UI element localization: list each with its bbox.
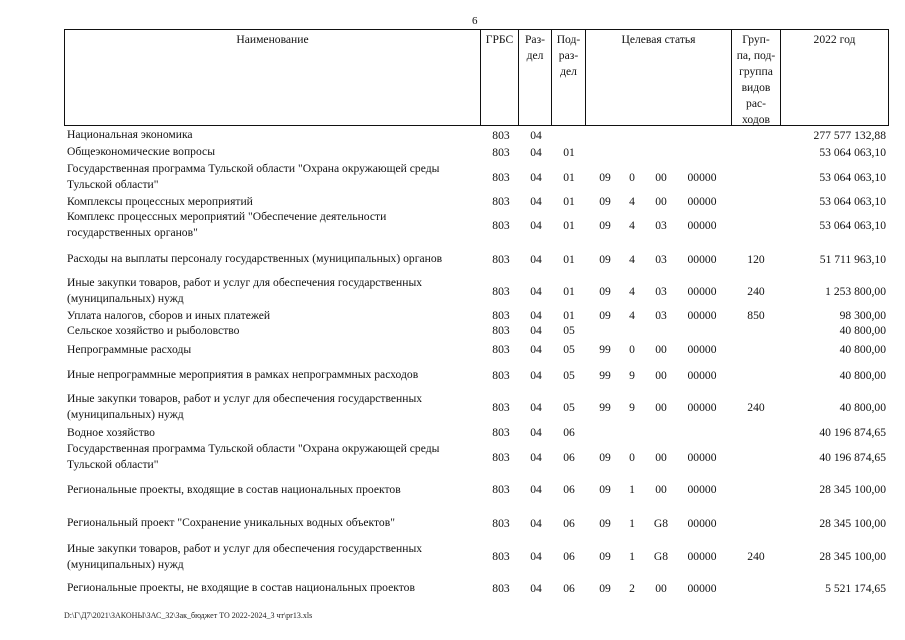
cell-t1: 09 [599, 450, 611, 464]
cell-amount: 28 345 100,00 [819, 550, 886, 563]
cell-name: Государственная программа Тульской области "Охрана окружающей среды Тульской области" [67, 162, 440, 191]
cell-amount: 277 577 132,88 [813, 128, 886, 142]
cell-grbs: 803 [492, 128, 510, 142]
cell-t3: 03 [655, 218, 667, 232]
cell-t2: 0 [629, 343, 635, 356]
cell-name: Непрограммные расходы [67, 342, 192, 356]
table-row [0, 161, 905, 193]
cell-name: Национальная экономика [67, 128, 193, 141]
cell-t3 [646, 144, 676, 160]
cell-amount: 40 800,00 [839, 324, 886, 337]
cell-amount: 5 521 174,65 [825, 581, 886, 595]
cell-t1: 09 [599, 483, 611, 496]
cell-grbs: 803 [492, 170, 510, 184]
cell-podrazdel: 01 [563, 170, 575, 184]
cell-razdel: 04 [530, 252, 542, 266]
cell-t4: 00000 [687, 195, 717, 208]
cell-t1: 09 [599, 550, 611, 563]
header-podrazdel: Под- раз- дел [552, 30, 586, 125]
cell-razdel: 04 [530, 550, 542, 563]
cell-name: Государственная программа Тульской области "Охрана окружающей среды Тульской области" [67, 442, 440, 471]
cell-amount: 53 064 063,10 [819, 218, 886, 232]
cell-amount: 53 064 063,10 [819, 195, 886, 208]
cell-t1: 09 [599, 252, 611, 266]
header-grbs: ГРБС [481, 30, 519, 125]
cell-amount: 40 196 874,65 [819, 450, 886, 464]
cell-t3: 00 [655, 483, 667, 496]
cell-razdel: 04 [530, 516, 542, 530]
cell-razdel: 04 [530, 218, 542, 232]
cell-t4: 00000 [687, 483, 717, 496]
cell-podrazdel: 05 [563, 368, 575, 382]
table-row [0, 242, 905, 276]
cell-t3 [646, 323, 676, 338]
cell-grbs: 803 [492, 309, 510, 322]
cell-razdel: 04 [530, 426, 542, 439]
cell-t3: 03 [655, 252, 667, 266]
cell-name: Региональный проект "Сохранение уникальных водных объектов" [67, 516, 395, 529]
cell-t2: 0 [629, 170, 635, 184]
cell-podrazdel: 05 [563, 343, 575, 356]
cell-name: Водное хозяйство [67, 425, 155, 439]
cell-t4 [680, 128, 724, 142]
cell-group [733, 210, 779, 240]
cell-t4: 00000 [687, 581, 717, 595]
cell-group: 240 [747, 284, 765, 298]
cell-t4: 00000 [687, 550, 717, 563]
cell-group: 240 [747, 550, 765, 563]
cell-amount: 98 300,00 [839, 309, 886, 322]
cell-amount: 40 196 874,65 [819, 426, 886, 439]
cell-t1: 09 [599, 581, 611, 595]
cell-name: Иные непрограммные мероприятия в рамках непрограммных расходов [67, 368, 419, 381]
header-year: 2022 год [813, 33, 856, 46]
cell-t4: 00000 [687, 218, 717, 232]
table-row [0, 360, 905, 390]
cell-t3: G8 [653, 516, 669, 530]
cell-podrazdel: 06 [563, 450, 575, 464]
cell-razdel: 04 [530, 195, 542, 208]
header-name: Наименование [65, 30, 481, 125]
table-row [0, 276, 905, 306]
cell-group [733, 573, 779, 603]
table-row [0, 339, 905, 360]
cell-t2: 2 [629, 581, 635, 595]
table-row [0, 473, 905, 506]
table-row [0, 307, 905, 324]
cell-podrazdel: 06 [563, 483, 575, 496]
cell-name: Иные закупки товаров, работ и услуг для обеспечения государственных (муниципальных) нужд [67, 392, 423, 421]
cell-t4: 00000 [687, 516, 717, 530]
cell-t3: 00 [655, 170, 667, 184]
cell-razdel: 04 [530, 450, 542, 464]
cell-grbs: 803 [492, 581, 510, 595]
cell-group: 240 [747, 400, 765, 414]
cell-amount: 40 800,00 [839, 400, 886, 414]
table-row [0, 573, 905, 603]
cell-amount: 28 345 100,00 [819, 516, 886, 530]
cell-t2 [620, 144, 644, 160]
cell-t1 [590, 323, 620, 338]
cell-amount: 1 253 800,00 [825, 284, 886, 298]
cell-name: Иные закупки товаров, работ и услуг для обеспечения государственных (муниципальных) нужд [67, 276, 423, 305]
cell-grbs: 803 [492, 195, 510, 208]
table-row [0, 390, 905, 424]
cell-t4: 00000 [687, 170, 717, 184]
cell-name: Региональные проекты, не входящие в состав национальных проектов [67, 581, 415, 594]
cell-group [733, 339, 779, 360]
cell-t3: 00 [655, 450, 667, 464]
cell-grbs: 803 [492, 400, 510, 414]
header-group: Груп- па, под- группа видов рас- ходов [732, 30, 781, 125]
cell-t4: 00000 [687, 450, 717, 464]
cell-t3: 00 [655, 195, 667, 208]
table-row [0, 193, 905, 210]
cell-group: 120 [747, 252, 765, 266]
table-row [0, 128, 905, 142]
header-target: Целевая статья [586, 30, 732, 125]
cell-podrazdel: 05 [563, 400, 575, 414]
cell-t2: 0 [629, 450, 635, 464]
cell-t2: 9 [629, 368, 635, 382]
cell-name: Сельское хозяйство и рыболовство [67, 323, 240, 337]
cell-podrazdel: 01 [563, 309, 575, 322]
cell-t1: 09 [599, 309, 611, 322]
cell-grbs: 803 [492, 550, 510, 563]
cell-t1: 09 [599, 170, 611, 184]
cell-name: Расходы на выплаты персоналу государственных (муниципальных) органов [67, 252, 443, 265]
cell-t1: 09 [599, 195, 611, 208]
cell-t2: 4 [629, 218, 635, 232]
cell-group [733, 144, 779, 160]
cell-t3: 03 [655, 284, 667, 298]
table-row [0, 506, 905, 540]
cell-razdel: 04 [530, 324, 542, 337]
cell-group [733, 506, 779, 540]
cell-grbs: 803 [492, 218, 510, 232]
cell-t1 [590, 128, 620, 142]
cell-t1: 99 [599, 368, 611, 382]
cell-amount: 53 064 063,10 [819, 145, 886, 159]
cell-razdel: 04 [530, 343, 542, 356]
table-row [0, 144, 905, 160]
cell-t2: 4 [629, 195, 635, 208]
cell-grbs: 803 [492, 483, 510, 496]
cell-t2 [620, 424, 644, 441]
cell-group [733, 193, 779, 210]
cell-podrazdel: 01 [563, 252, 575, 266]
cell-razdel: 04 [530, 128, 542, 142]
cell-amount: 40 800,00 [839, 343, 886, 356]
table-header [64, 29, 889, 126]
cell-name: Уплата налогов, сборов и иных платежей [67, 308, 271, 322]
header-razdel: Раз- дел [519, 30, 552, 125]
cell-name: Иные закупки товаров, работ и услуг для обеспечения государственных (муниципальных) нужд [67, 541, 423, 571]
cell-amount: 40 800,00 [839, 368, 886, 382]
cell-podrazdel: 01 [563, 218, 575, 232]
cell-t4 [680, 323, 724, 338]
table-row [0, 441, 905, 473]
cell-amount: 51 711 963,10 [819, 252, 886, 266]
cell-podrazdel: 06 [563, 516, 575, 530]
cell-group [733, 161, 779, 193]
cell-razdel: 04 [530, 483, 542, 496]
cell-razdel: 04 [530, 368, 542, 382]
cell-t4: 00000 [687, 252, 717, 266]
cell-t3 [646, 424, 676, 441]
cell-grbs: 803 [492, 426, 510, 439]
cell-razdel: 04 [530, 400, 542, 414]
cell-t2: 4 [629, 252, 635, 266]
cell-grbs: 803 [492, 324, 510, 337]
table-row [0, 210, 905, 240]
cell-group: 850 [747, 309, 765, 322]
cell-podrazdel: 01 [563, 195, 575, 208]
cell-razdel: 04 [530, 284, 542, 298]
cell-razdel: 04 [530, 145, 542, 159]
cell-t2: 1 [629, 516, 635, 530]
cell-razdel: 04 [530, 309, 542, 322]
cell-podrazdel: 06 [563, 550, 575, 563]
cell-t2: 4 [629, 284, 635, 298]
cell-amount: 28 345 100,00 [819, 483, 886, 496]
cell-t4 [680, 424, 724, 441]
cell-t4: 00000 [687, 343, 717, 356]
cell-name: Комплекс процессных мероприятий "Обеспечение деятельности государственных органов" [67, 210, 387, 239]
footer-path: D:\Г\Д7\2021\ЗАКОНЫ\ЗАС_32\Зак_бюджет ТО 2022-2024_3 чт\pr13.xls [64, 611, 313, 620]
cell-t2 [620, 128, 644, 142]
cell-group [733, 424, 779, 441]
cell-name: Комплексы процессных мероприятий [67, 194, 253, 208]
cell-podrazdel: 06 [563, 581, 575, 595]
cell-podrazdel: 05 [563, 324, 575, 337]
cell-t4: 00000 [687, 309, 717, 322]
cell-t4: 00000 [687, 400, 717, 414]
cell-t3 [646, 128, 676, 142]
cell-razdel: 04 [530, 581, 542, 595]
cell-t2 [620, 323, 644, 338]
cell-t3: 00 [655, 368, 667, 382]
cell-t3: 00 [655, 400, 667, 414]
cell-t1: 99 [599, 343, 611, 356]
cell-t4: 00000 [687, 284, 717, 298]
cell-t3: 00 [655, 581, 667, 595]
table-row [0, 540, 905, 573]
cell-grbs: 803 [492, 450, 510, 464]
cell-group [733, 323, 779, 338]
cell-podrazdel: 01 [563, 145, 575, 159]
table-row [0, 424, 905, 441]
cell-grbs: 803 [492, 145, 510, 159]
cell-t1: 09 [599, 516, 611, 530]
table-row [0, 323, 905, 338]
cell-t3: G8 [653, 550, 669, 563]
cell-t1: 09 [599, 218, 611, 232]
cell-t2: 4 [629, 309, 635, 322]
cell-group [733, 441, 779, 473]
page-number: 6 [472, 15, 478, 27]
cell-amount: 53 064 063,10 [819, 170, 886, 184]
cell-t1: 09 [599, 284, 611, 298]
cell-razdel: 04 [530, 170, 542, 184]
cell-group [733, 473, 779, 506]
cell-grbs: 803 [492, 516, 510, 530]
cell-podrazdel [554, 128, 584, 142]
cell-t2: 1 [629, 550, 635, 563]
cell-t2: 9 [629, 400, 635, 414]
cell-name: Общеэкономические вопросы [67, 145, 215, 158]
cell-grbs: 803 [492, 343, 510, 356]
cell-t3: 03 [655, 309, 667, 322]
cell-grbs: 803 [492, 252, 510, 266]
cell-podrazdel: 01 [563, 284, 575, 298]
cell-t1 [590, 424, 620, 441]
cell-t1: 99 [599, 400, 611, 414]
cell-grbs: 803 [492, 284, 510, 298]
cell-group [733, 360, 779, 390]
cell-t4 [680, 144, 724, 160]
cell-group [733, 128, 779, 142]
cell-grbs: 803 [492, 368, 510, 382]
cell-t1 [590, 144, 620, 160]
cell-t4: 00000 [687, 368, 717, 382]
cell-name: Региональные проекты, входящие в состав национальных проектов [67, 482, 401, 496]
cell-podrazdel: 06 [563, 426, 575, 439]
cell-t2: 1 [629, 483, 635, 496]
cell-t3: 00 [655, 343, 667, 356]
